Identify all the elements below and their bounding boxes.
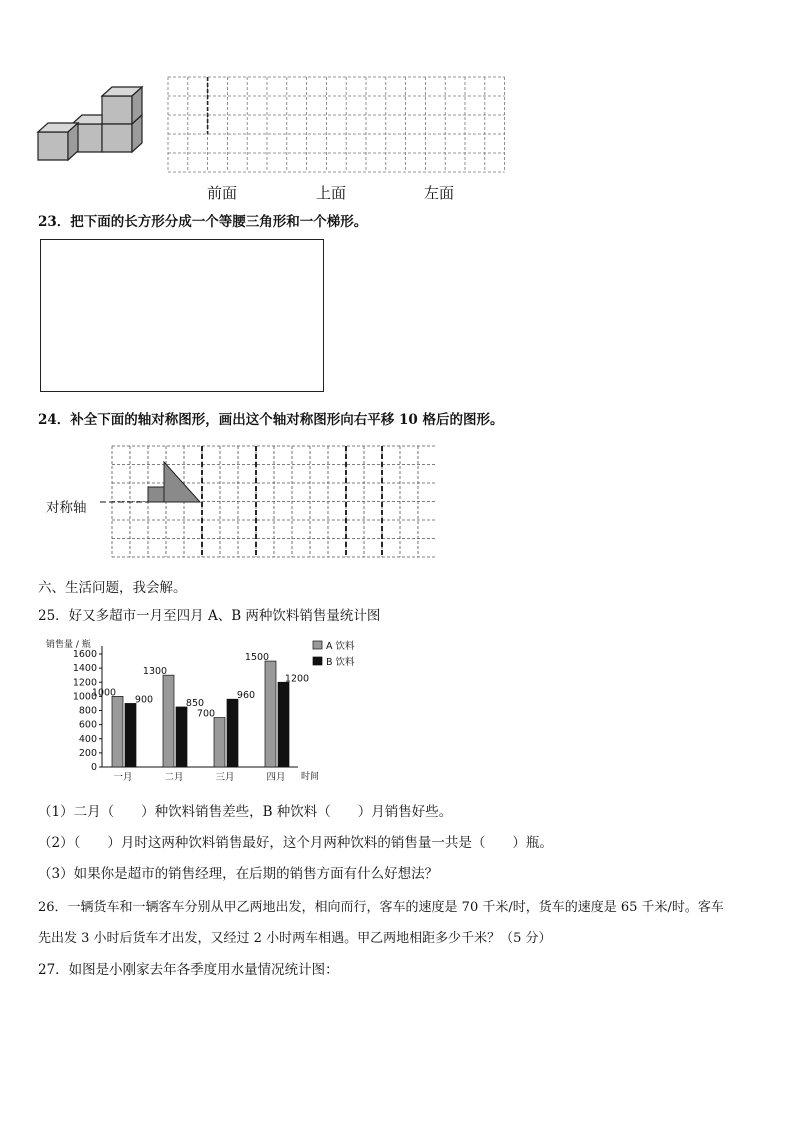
question-25-sub1: （1）二月（ ）种饮料销售差些，B 种饮料（ ）月销售好些。 [38,804,453,820]
bar-a [112,696,123,767]
data-label: 1200 [284,673,310,685]
data-label: 900 [134,694,154,706]
cube-figure [34,84,144,164]
bar-b [278,682,289,767]
question-25: 25．好又多超市一月至四月 A、B 两种饮料销售量统计图 [38,608,381,624]
y-tick-label: 1600 [72,649,97,660]
symmetry-grid [100,442,435,562]
bar-chart [40,633,385,783]
legend-label: B 饮料 [326,657,355,668]
section-6-title: 六、生活问题，我会解。 [38,580,187,596]
y-tick-label: 600 [78,719,97,731]
bar-b [125,703,136,767]
bar-b [227,699,238,767]
data-label: 1300 [142,666,168,678]
x-tick-label: 四月 [266,772,286,783]
data-label: 1000 [91,687,117,699]
data-label: 960 [236,690,256,702]
y-tick-label: 0 [90,762,97,773]
question-23: 23．把下面的长方形分成一个等腰三角形和一个梯形。 [38,214,368,230]
y-tick-label: 1400 [72,663,97,675]
question-25-sub2: （2）（ ）月时这两种饮料销售最好，这个月两种饮料的销售量一共是（ ）瓶。 [38,835,553,851]
bar-a [265,661,276,767]
rectangle-drawing-area [40,239,324,392]
question-27: 27．如图是小刚家去年各季度用水量情况统计图： [38,962,339,978]
question-26-line1: 26．一辆货车和一辆客车分别从甲乙两地出发，相向而行，客车的速度是 70 千米/时，货车的速度是 65 千米/时。客车 [38,900,724,915]
label-front: 前面 [207,184,238,202]
dotted-grid-views [167,76,507,176]
partial-shape-triangle [164,462,200,502]
bar-a [163,675,174,767]
label-top: 上面 [316,184,347,202]
legend-swatch [313,641,322,649]
x-axis-label: 时间 [300,772,320,782]
symmetry-axis-label: 对称轴 [46,500,87,516]
data-label: 1500 [244,652,270,664]
y-tick-label: 200 [78,747,97,759]
x-tick-label: 二月 [164,772,184,783]
legend-label: A 饮料 [326,641,355,652]
question-24: 24．补全下面的轴对称图形，画出这个轴对称图形向右平移 10 格后的图形。 [38,412,504,428]
question-25-sub3: （3）如果你是超市的销售经理，在后期的销售方面有什么好想法？ [38,866,439,882]
y-axis-label: 销售量 / 瓶 [46,640,91,650]
x-tick-label: 三月 [215,772,235,783]
bar-a [214,718,225,767]
y-tick-label: 800 [78,705,97,717]
x-tick-label: 一月 [113,772,133,783]
y-tick-label: 1000 [72,691,97,703]
bar-b [176,707,187,767]
question-26-line2: 先出发 3 小时后货车才出发，又经过 2 小时两车相遇。甲乙两地相距多少千米？（5 分） [38,931,552,946]
y-tick-label: 1200 [72,677,97,689]
y-tick-label: 400 [78,733,97,745]
legend-swatch [313,657,322,665]
data-label: 700 [196,708,216,720]
data-label: 850 [185,697,205,709]
label-left: 左面 [424,184,455,202]
